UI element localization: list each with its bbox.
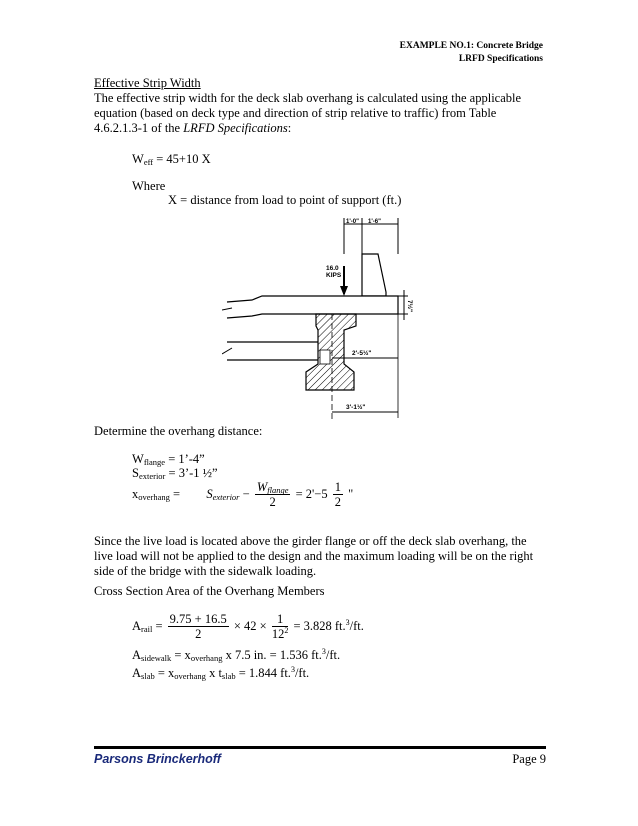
where-label: Where	[132, 179, 166, 193]
footer-rule	[94, 746, 546, 749]
live-load-paragraph: Since the live load is located above the girder flange or off the deck slab overhang, the live load will not be applied to the design and the maximum loading will be on the right side of the bridge with the sidewalk loading.	[94, 534, 534, 578]
deck-slab	[227, 296, 398, 318]
rail-fraction: $\frac{9.75 + 16.5}{2}$	[169, 612, 227, 641]
half-fraction: $\frac{1}{2}$	[334, 480, 341, 509]
load-unit: KIPS	[326, 272, 342, 279]
dim-bottom: 3'-1½"	[346, 404, 366, 411]
wflange-line: $W_{flange}$ = 1’-4”	[132, 452, 205, 467]
load-value: 16.0	[326, 265, 339, 272]
asidewalk-equation: $A_{sidewalk} = x_{overhang}$ x 7.5 in. = 1.536 ft.$^3$/ft.	[132, 647, 341, 663]
overhang-section-figure	[222, 214, 422, 420]
sexterior-line: $S_{exterior}$ = 3’-1 ½”	[132, 466, 218, 481]
dim-top-left: 1'-0"	[346, 219, 359, 225]
inch-fraction: $\frac{1}{12^2}$	[271, 612, 289, 641]
page-header	[400, 40, 543, 66]
weff-equation: $W_{eff} = 45+10$ X	[132, 152, 211, 167]
overhang-intro: Determine the overhang distance:	[94, 424, 263, 438]
section-effective-strip	[94, 76, 546, 136]
dim-top-right: 1'-6"	[368, 219, 381, 225]
aslab-equation: $A_{slab} = x_{overhang}$ x $t_{slab} = 1.844$ ft.$^3$/ft.	[132, 665, 310, 681]
xoverhang-equation: $x_{overhang} = S_{exterior}$ − $\frac{W_{flange}}{2}$ = 2'−5 $\frac{1}{2}$ "	[132, 480, 354, 509]
cross-section-title: Cross Section Area of the Overhang Members	[94, 584, 325, 598]
header-subtitle: LRFD Specifications	[458, 54, 543, 64]
section-paragraph: The effective strip width for the deck slab overhang is calculated using the applicable equation (based on deck type and direction of strip relative to traffic) from Table 4.6.2.1.3-1 of the LRFD Specifications:	[94, 91, 522, 135]
girder	[306, 314, 356, 390]
header-title: EXAMPLE NO.1: Concrete Bridge	[399, 41, 543, 51]
barrier	[362, 254, 386, 296]
dim-slab: 7½"	[406, 300, 413, 313]
where-definition: X = distance from load to point of support (ft.)	[168, 193, 402, 207]
footer-company: Parsons Brinckerhoff	[94, 752, 221, 766]
page-number: Page 9	[512, 752, 546, 766]
flange-fraction: $\frac{W_{flange}}{2}$	[256, 480, 289, 509]
arail-equation: $A_{rail}$ = $\frac{9.75 + 16.5}{2}$ × 42 × $\frac{1}{12^2}$ = 3.828 ft.$^3$/ft.	[132, 612, 364, 641]
dim-mid: 2'-5½"	[352, 350, 372, 357]
section-title: Effective Strip Width	[94, 76, 201, 90]
